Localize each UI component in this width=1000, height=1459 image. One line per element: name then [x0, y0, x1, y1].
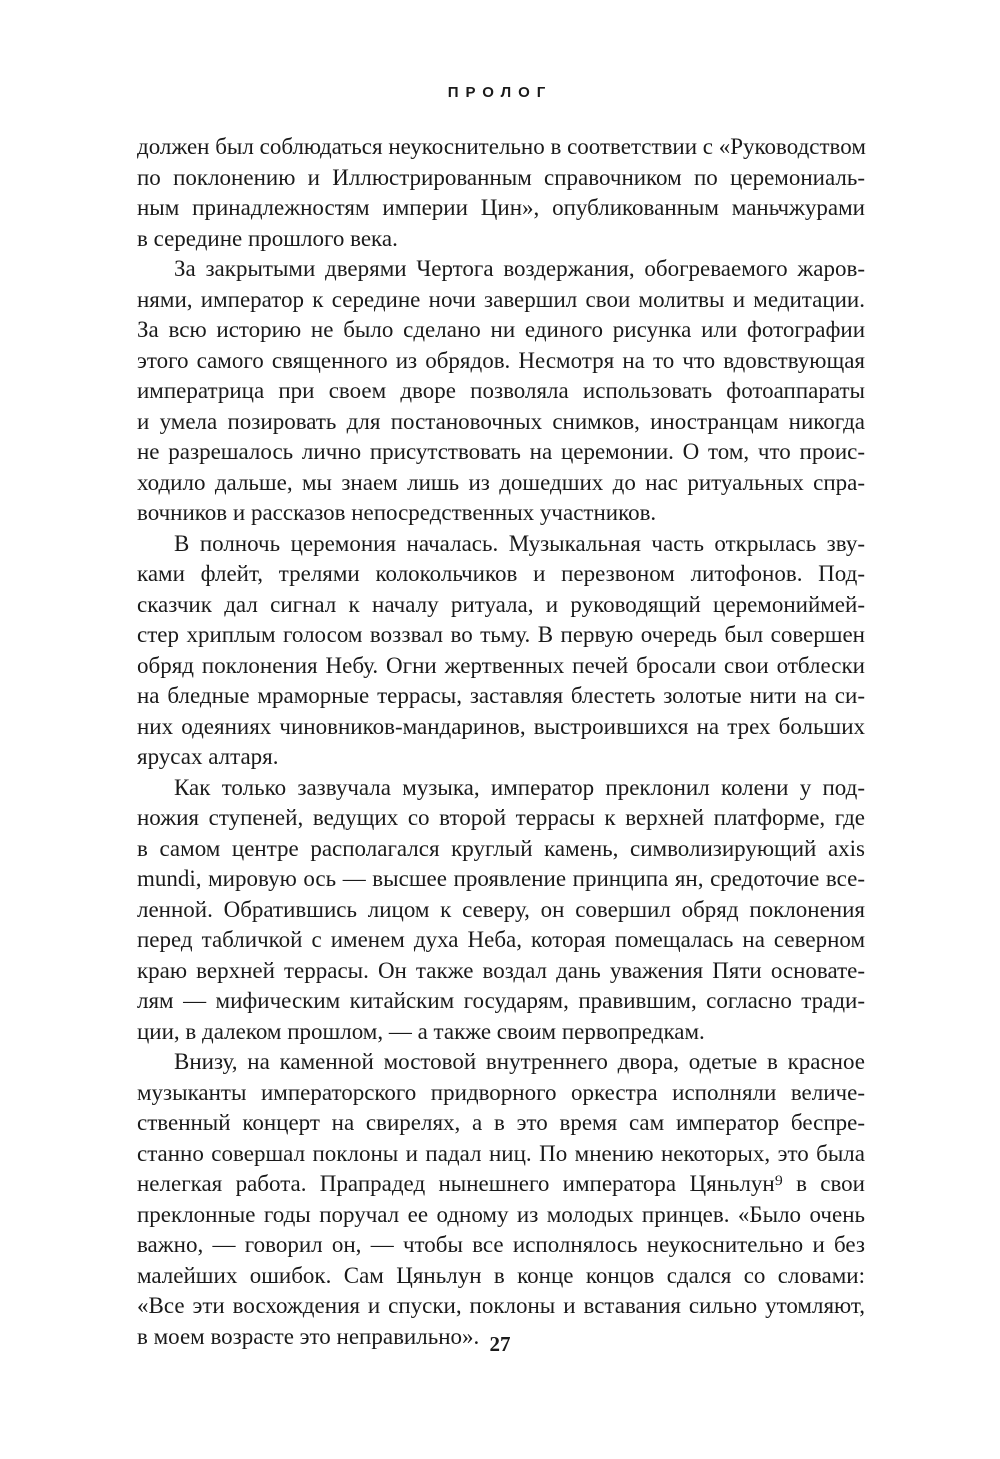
text-line: по поклонению и Иллюстрированным справочником по церемониаль- — [137, 164, 865, 190]
text-line: обряд поклонения Небу. Огни жертвенных печей бросали свои отблески — [137, 652, 865, 678]
text-line: За всю историю не было сделано ни единого рисунка или фотографии — [137, 317, 865, 342]
body-text — [137, 132, 865, 1352]
text-line: ленной. Обратившись лицом к северу, он совершил обряд поклонения — [137, 896, 865, 922]
text-line: За закрытыми дверями Чертога воздержания, обогреваемого жаров- — [174, 256, 865, 281]
text-line: Как только зазвучала музыка, император преклонил колени у под- — [174, 774, 865, 800]
text-line: ножия ступеней, ведущих со второй террасы к верхней платформе, где — [137, 805, 865, 830]
text-line: ходило дальше, мы знаем лишь из дошедших до нас ритуальных спра- — [137, 469, 865, 495]
text-line: Внизу, на каменной мостовой внутреннего двора, одетые в красное — [174, 1049, 865, 1074]
text-line: на бледные мраморные террасы, заставляя блестеть золотые нити на си- — [137, 683, 865, 708]
text-line: ственный концерт на свирелях, а в это время сам император беспре- — [137, 1110, 865, 1135]
text-line: ками флейт, трелями колокольчиков и перезвоном литофонов. Под- — [137, 561, 865, 586]
text-line: преклонные годы поручал ее одному из молодых принцев. «Было очень — [137, 1201, 865, 1227]
text-line: стер хриплым голосом воззвал во тьму. В первую очередь был совершен — [137, 622, 865, 647]
text-line: и умела позировать для постановочных снимков, иностранцам никогда — [137, 408, 865, 434]
text-line: краю верхней террасы. Он также воздал дань уважения Пяти основате- — [137, 957, 865, 983]
text-line: В полночь церемония началась. Музыкальная часть открылась зву- — [174, 530, 865, 556]
text-line: mundi, мировую ось — высшее проявление принципа ян, средоточие все- — [137, 866, 865, 891]
text-line: вочников и рассказов непосредственных участников. — [137, 500, 657, 525]
paragraph — [137, 1047, 865, 1352]
text-line: перед табличкой с именем духа Неба, которая помещалась на северном — [137, 927, 865, 952]
paragraph — [137, 254, 865, 529]
text-line: нелегкая работа. Прапрадед нынешнего императора Цяньлун⁹ в свои — [137, 1171, 865, 1196]
text-line: нями, император к середине ночи завершил свои молитвы и медитации. — [137, 286, 865, 312]
text-line: этого самого священного из обрядов. Несмотря на то что вдовствующая — [137, 347, 865, 373]
text-line: сказчик дал сигнал к началу ритуала, и руководящий церемониймей- — [137, 591, 865, 617]
text-line: императрица при своем дворе позволяла использовать фотоаппараты — [137, 378, 865, 403]
text-line: «Все эти восхождения и спуски, поклоны и вставания сильно утомляют, — [137, 1293, 865, 1318]
text-line: должен был соблюдаться неукоснительно в соответствии с «Руководством — [137, 134, 866, 159]
text-line: ярусах алтаря. — [137, 744, 279, 769]
text-line: ным принадлежностям империи Цин», опубликованным маньчжурами — [137, 195, 865, 220]
text-line: лям — мифическим китайским государям, правившим, согласно тради- — [137, 988, 865, 1013]
text-line: в самом центре располагался круглый камень, символизирующий axis — [137, 835, 865, 861]
text-line: станно совершал поклоны и падал ниц. По мнению некоторых, это была — [137, 1140, 865, 1166]
paragraph — [137, 773, 865, 1048]
text-line: них одеяниях чиновников-мандаринов, выстроившихся на трех больших — [137, 713, 865, 739]
text-line: не разрешалось лично присутствовать на церемонии. О том, что проис- — [137, 439, 865, 464]
text-line: музыканты императорского придворного оркестра исполняли величе- — [137, 1079, 865, 1105]
paragraph — [137, 132, 865, 254]
text-line: ции, в далеком прошлом, — а также своим первопредкам. — [137, 1018, 705, 1044]
running-head: ПРОЛОГ — [447, 84, 553, 101]
text-line: в моем возрасте это неправильно». — [137, 1323, 480, 1349]
text-line: в середине прошлого века. — [137, 225, 398, 251]
text-line: малейших ошибок. Сам Цяньлун в конце концов сдался со словами: — [137, 1262, 865, 1288]
paragraph — [137, 529, 865, 773]
page-number: 27 — [489, 1332, 511, 1356]
text-line: важно, — говорил он, — чтобы все исполнялось неукоснительно и без — [137, 1232, 865, 1257]
